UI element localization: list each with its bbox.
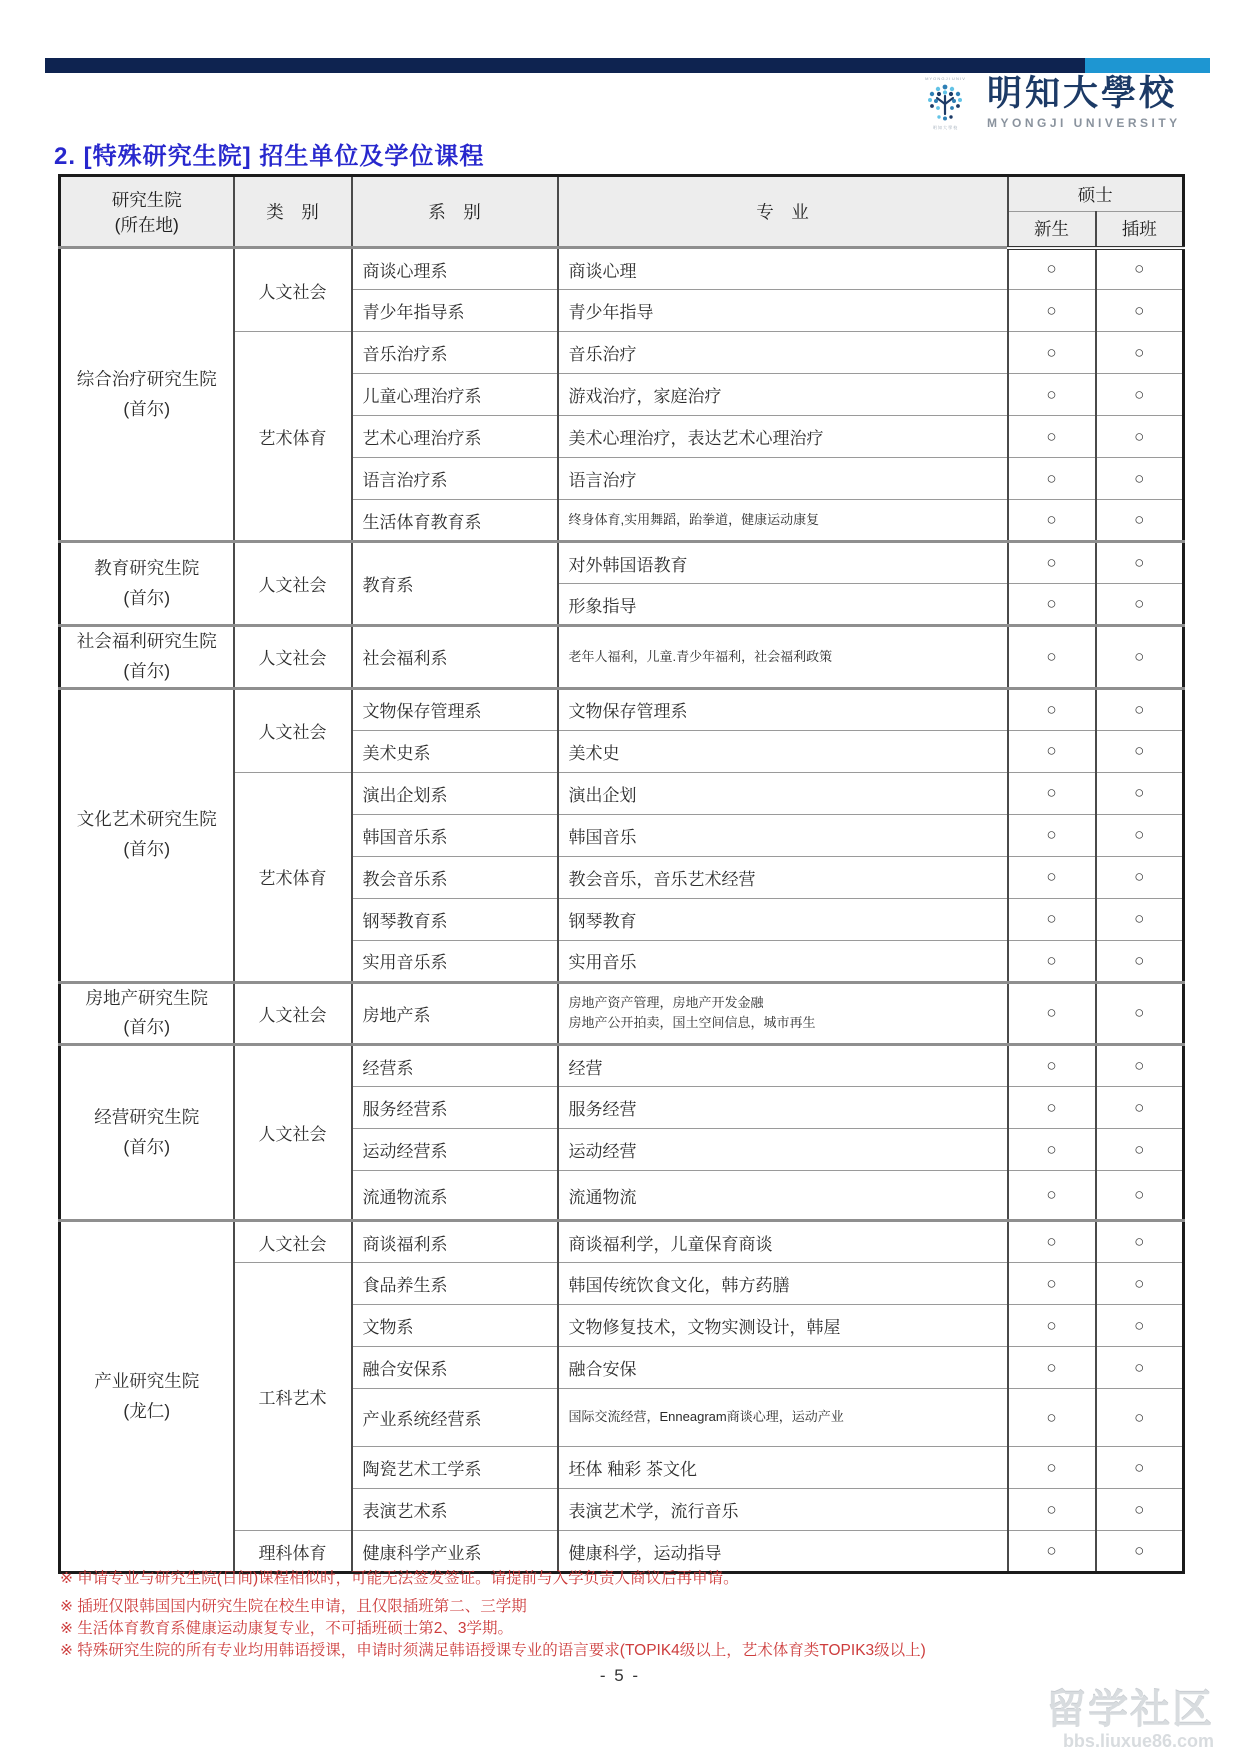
circle-mark: ○	[1008, 584, 1096, 626]
major-cell: 青少年指导	[558, 290, 1008, 332]
major-cell: 韩国音乐	[558, 814, 1008, 856]
circle-mark: ○	[1008, 940, 1096, 982]
circle-mark: ○	[1008, 1447, 1096, 1489]
department-cell: 健康科学产业系	[352, 1531, 558, 1573]
department-cell: 生活体育教育系	[352, 500, 558, 542]
circle-mark: ○	[1008, 772, 1096, 814]
circle-mark: ○	[1096, 290, 1184, 332]
category-cell: 人文社会	[234, 248, 352, 332]
circle-mark: ○	[1008, 1305, 1096, 1347]
department-cell: 音乐治疗系	[352, 332, 558, 374]
circle-mark: ○	[1008, 416, 1096, 458]
department-cell: 钢琴教育系	[352, 898, 558, 940]
circle-mark: ○	[1008, 814, 1096, 856]
major-cell: 坯体 釉彩 茶文化	[558, 1447, 1008, 1489]
department-cell: 房地产系	[352, 982, 558, 1045]
department-cell: 社会福利系	[352, 626, 558, 689]
university-emblem-icon	[916, 74, 974, 132]
school-cell: 教育研究生院 (首尔)	[60, 542, 234, 626]
department-cell: 语言治疗系	[352, 458, 558, 500]
circle-mark: ○	[1096, 898, 1184, 940]
major-cell: 文物修复技术，文物实测设计，韩屋	[558, 1305, 1008, 1347]
school-cell: 社会福利研究生院 (首尔)	[60, 626, 234, 689]
category-cell: 艺术体育	[234, 332, 352, 542]
university-name-en: MYONGJI UNIVERSITY	[987, 116, 1181, 131]
watermark-title: 留学社区	[1046, 1688, 1214, 1732]
department-cell: 表演艺术系	[352, 1489, 558, 1531]
col-header-master: 硕士	[1008, 176, 1184, 212]
table-row	[60, 1221, 1184, 1263]
circle-mark: ○	[1008, 1171, 1096, 1221]
major-cell: 形象指导	[558, 584, 1008, 626]
table-row	[60, 688, 1184, 730]
circle-mark: ○	[1008, 1489, 1096, 1531]
department-cell: 商谈福利系	[352, 1221, 558, 1263]
department-cell: 教育系	[352, 542, 558, 626]
circle-mark: ○	[1096, 1087, 1184, 1129]
department-cell: 融合安保系	[352, 1347, 558, 1389]
circle-mark: ○	[1096, 500, 1184, 542]
circle-mark: ○	[1008, 1263, 1096, 1305]
department-cell: 儿童心理治疗系	[352, 374, 558, 416]
circle-mark: ○	[1096, 730, 1184, 772]
table-row	[60, 542, 1184, 584]
department-cell: 艺术心理治疗系	[352, 416, 558, 458]
category-cell: 艺术体育	[234, 772, 352, 982]
table-row	[60, 1045, 1184, 1087]
footnotes	[60, 1568, 1210, 1662]
table-row	[60, 626, 1184, 689]
circle-mark: ○	[1096, 940, 1184, 982]
table-row	[60, 248, 1184, 290]
circle-mark: ○	[1096, 416, 1184, 458]
major-cell: 房地产资产管理，房地产开发金融 房地产公开拍卖，国土空间信息，城市再生	[558, 982, 1008, 1045]
circle-mark: ○	[1096, 1221, 1184, 1263]
department-cell: 美术史系	[352, 730, 558, 772]
circle-mark: ○	[1008, 332, 1096, 374]
circle-mark: ○	[1008, 898, 1096, 940]
department-cell: 运动经营系	[352, 1129, 558, 1171]
circle-mark: ○	[1096, 1305, 1184, 1347]
department-cell: 产业系统经营系	[352, 1389, 558, 1447]
department-cell: 商谈心理系	[352, 248, 558, 290]
circle-mark: ○	[1096, 772, 1184, 814]
circle-mark: ○	[1008, 1389, 1096, 1447]
major-cell: 表演艺术学，流行音乐	[558, 1489, 1008, 1531]
major-cell: 美术史	[558, 730, 1008, 772]
major-cell: 教会音乐，音乐艺术经营	[558, 856, 1008, 898]
category-cell: 人文社会	[234, 982, 352, 1045]
department-cell: 演出企划系	[352, 772, 558, 814]
circle-mark: ○	[1008, 730, 1096, 772]
category-cell: 人文社会	[234, 626, 352, 689]
admissions-table	[58, 174, 1185, 1574]
circle-mark: ○	[1008, 1045, 1096, 1087]
circle-mark: ○	[1096, 1171, 1184, 1221]
circle-mark: ○	[1096, 458, 1184, 500]
circle-mark: ○	[1096, 856, 1184, 898]
major-cell: 钢琴教育	[558, 898, 1008, 940]
circle-mark: ○	[1096, 1263, 1184, 1305]
footnote: ※ 申请专业与研究生院(日间)课程相似时，可能无法签发签证。请提前与入学负责人商议后再申请。	[60, 1570, 739, 1587]
category-cell: 人文社会	[234, 688, 352, 772]
department-cell: 经营系	[352, 1045, 558, 1087]
major-cell: 国际交流经营，Enneagram商谈心理，运动产业	[558, 1389, 1008, 1447]
circle-mark: ○	[1096, 1347, 1184, 1389]
col-header-category: 类 别	[234, 176, 352, 248]
circle-mark: ○	[1008, 458, 1096, 500]
department-cell: 韩国音乐系	[352, 814, 558, 856]
category-cell: 人文社会	[234, 1221, 352, 1263]
department-cell: 文物系	[352, 1305, 558, 1347]
department-cell: 流通物流系	[352, 1171, 558, 1221]
major-cell: 运动经营	[558, 1129, 1008, 1171]
major-cell: 演出企划	[558, 772, 1008, 814]
major-cell: 流通物流	[558, 1171, 1008, 1221]
category-cell: 工科艺术	[234, 1263, 352, 1531]
major-cell: 商谈福利学，儿童保育商谈	[558, 1221, 1008, 1263]
col-header-new-student: 新生	[1008, 212, 1096, 248]
major-cell: 音乐治疗	[558, 332, 1008, 374]
major-cell: 老年人福利，儿童.青少年福利，社会福利政策	[558, 626, 1008, 689]
major-cell: 健康科学，运动指导	[558, 1531, 1008, 1573]
school-cell: 综合治疗研究生院 (首尔)	[60, 248, 234, 542]
watermark-url: bbs.liuxue86.com	[1062, 1731, 1214, 1751]
major-cell: 服务经营	[558, 1087, 1008, 1129]
major-cell: 经营	[558, 1045, 1008, 1087]
university-logo	[916, 74, 1181, 132]
school-cell: 经营研究生院 (首尔)	[60, 1045, 234, 1221]
circle-mark: ○	[1096, 1531, 1184, 1573]
svg-text:M Y O N G J I U N I V: M Y O N G J I U N I V	[925, 76, 965, 81]
col-header-department: 系 别	[352, 176, 558, 248]
circle-mark: ○	[1008, 1221, 1096, 1263]
circle-mark: ○	[1008, 1087, 1096, 1129]
page-number: - 5 -	[599, 1666, 641, 1685]
department-cell: 青少年指导系	[352, 290, 558, 332]
circle-mark: ○	[1008, 1531, 1096, 1573]
circle-mark: ○	[1096, 1389, 1184, 1447]
footnote: ※ 插班仅限韩国国内研究生院在校生申请，且仅限插班第二、三学期	[60, 1598, 527, 1615]
circle-mark: ○	[1096, 814, 1184, 856]
major-cell: 美术心理治疗，表达艺术心理治疗	[558, 416, 1008, 458]
major-cell: 终身体育,实用舞蹈，跆拳道，健康运动康复	[558, 500, 1008, 542]
circle-mark: ○	[1096, 374, 1184, 416]
department-cell: 教会音乐系	[352, 856, 558, 898]
circle-mark: ○	[1096, 1447, 1184, 1489]
table-row	[60, 982, 1184, 1045]
department-cell: 陶瓷艺术工学系	[352, 1447, 558, 1489]
circle-mark: ○	[1008, 1347, 1096, 1389]
circle-mark: ○	[1008, 374, 1096, 416]
circle-mark: ○	[1008, 982, 1096, 1045]
department-cell: 服务经营系	[352, 1087, 558, 1129]
category-cell: 人文社会	[234, 1045, 352, 1221]
circle-mark: ○	[1096, 1045, 1184, 1087]
circle-mark: ○	[1008, 500, 1096, 542]
school-cell: 产业研究生院 (龙仁)	[60, 1221, 234, 1573]
university-name-cn: 明知大學校	[987, 74, 1178, 114]
circle-mark: ○	[1096, 1489, 1184, 1531]
col-header-major: 专 业	[558, 176, 1008, 248]
school-cell: 文化艺术研究生院 (首尔)	[60, 688, 234, 982]
circle-mark: ○	[1096, 584, 1184, 626]
circle-mark: ○	[1008, 856, 1096, 898]
category-cell: 理科体育	[234, 1531, 352, 1573]
header-banner	[45, 58, 1210, 73]
major-cell: 对外韩国语教育	[558, 542, 1008, 584]
major-cell: 商谈心理	[558, 248, 1008, 290]
col-header-transfer: 插班	[1096, 212, 1184, 248]
circle-mark: ○	[1096, 332, 1184, 374]
col-header-school: 研究生院 (所在地)	[60, 176, 234, 248]
circle-mark: ○	[1008, 290, 1096, 332]
major-cell: 融合安保	[558, 1347, 1008, 1389]
major-cell: 游戏治疗，家庭治疗	[558, 374, 1008, 416]
major-cell: 文物保存管理系	[558, 688, 1008, 730]
footnote: ※ 特殊研究生院的所有专业均用韩语授课，申请时须满足韩语授课专业的语言要求(TOPIK4级以上，艺术体育类TOPIK3级以上)	[60, 1642, 926, 1659]
circle-mark: ○	[1008, 626, 1096, 689]
school-cell: 房地产研究生院 (首尔)	[60, 982, 234, 1045]
department-cell: 食品养生系	[352, 1263, 558, 1305]
major-cell: 韩国传统饮食文化，韩方药膳	[558, 1263, 1008, 1305]
svg-text:明 知 大 學 校: 明 知 大 學 校	[932, 125, 958, 130]
circle-mark: ○	[1096, 626, 1184, 689]
category-cell: 人文社会	[234, 542, 352, 626]
major-cell: 实用音乐	[558, 940, 1008, 982]
circle-mark: ○	[1096, 982, 1184, 1045]
circle-mark: ○	[1096, 688, 1184, 730]
circle-mark: ○	[1008, 248, 1096, 290]
department-cell: 文物保存管理系	[352, 688, 558, 730]
circle-mark: ○	[1096, 248, 1184, 290]
footnote: ※ 生活体育教育系健康运动康复专业，不可插班硕士第2、3学期。	[60, 1620, 514, 1637]
major-cell: 语言治疗	[558, 458, 1008, 500]
header-banner-accent	[1085, 58, 1210, 73]
circle-mark: ○	[1096, 1129, 1184, 1171]
department-cell: 实用音乐系	[352, 940, 558, 982]
watermark	[1046, 1678, 1214, 1752]
circle-mark: ○	[1008, 542, 1096, 584]
circle-mark: ○	[1008, 1129, 1096, 1171]
circle-mark: ○	[1096, 542, 1184, 584]
page-title: 2. [特殊研究生院] 招生单位及学位课程	[54, 143, 485, 170]
circle-mark: ○	[1008, 688, 1096, 730]
